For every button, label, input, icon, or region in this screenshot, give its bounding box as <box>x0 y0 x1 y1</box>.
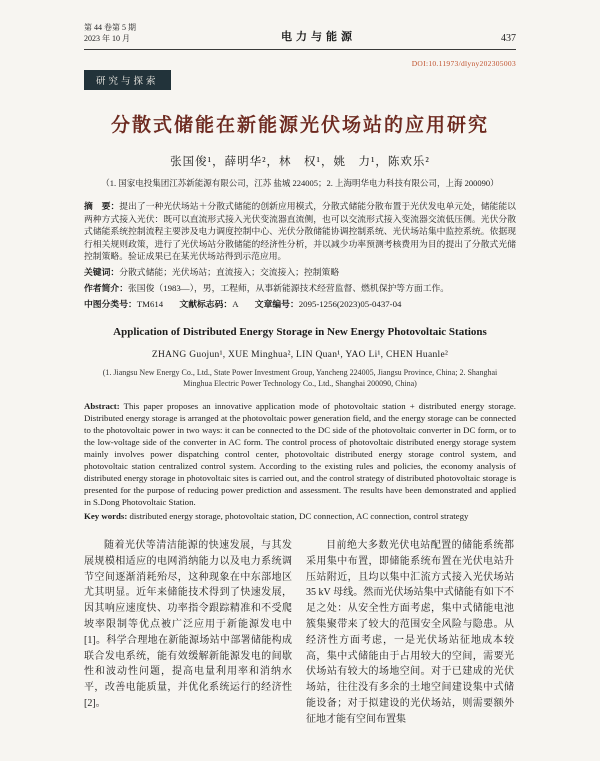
body-paragraph: 目前绝大多数光伏电站配置的储能系统都采用集中布置，即储能系统布置在光伏电站升压站附近，且均以集中汇流方式接入光伏场站 35 kV 母线。然而光伏场站集中式储能有如下不足之处：从安全性方面考虑，集中式储能电池簇集聚带来了较大的范围安全风险与隐患。从经济性方面考虑，一是光伏场站征地成本较高，集中式储能由于占用较大的空间，需要光伏场站有较大的场地空间。对于已建成的光伏场站，往往没有多余的土地空间建设集中式储能设备；对于拟建设的光伏场站，则需要额外征地才能有空间布置集 <box>306 540 514 725</box>
affiliation-en: (1. Jiangsu New Energy Co., Ltd., State Power Investment Group, Yancheng 224005, Jiangsu Province, China; 2. Shanghai Minghua Electric Power Technology Co., Ltd., Shanghai 200090, China) <box>102 368 498 388</box>
issue-date: 2023 年 10 月 <box>84 34 130 43</box>
keywords-cn-text: 分散式储能；光伏场站；直流接入；交流接入；控制策略 <box>119 266 340 277</box>
abstract-cn <box>84 200 516 263</box>
volume-issue: 第 44 卷第 5 期 <box>84 23 136 32</box>
clc-label: 中图分类号： <box>84 299 137 309</box>
body-columns <box>84 538 516 728</box>
article-id-pair <box>255 299 402 309</box>
article-id-label: 文章编号： <box>254 299 299 309</box>
body-column-right <box>306 538 514 728</box>
body-paragraph: 随着光伏等清洁能源的快速发展，与其发展规模相适应的电网消纳能力以及电力系统调节空间逐渐消耗殆尽，这种现象在中东部地区尤其明显。近年来储能技术得到了快速发展，因其响应速度快、功率指令跟踪精准和不受爬坡率限制等优点被广泛应用于新能源发电中[1]。科学合理地在新能源场站中部署储能构成联合发电系统，能有效缓解新能源发电的间歇性和波动性问题，提高电量利用率和消纳水平，改善电能质量，并优化系统运行的经济性[2]。 <box>84 540 292 709</box>
issue-info <box>84 22 136 44</box>
section-badge: 研究与探索 <box>84 70 171 90</box>
abstract-en-label: Abstract: <box>84 401 120 411</box>
doi: DOI:10.11973/dlyny202305003 <box>411 59 516 68</box>
keywords-cn-label: 关键词： <box>84 266 120 277</box>
header-rule <box>84 49 516 50</box>
abstract-cn-text: 提出了一种光伏场站＋分散式储能的创新应用模式，分散式储能分散布置于光伏发电单元处，储能能以两种方式接入光伏：既可以直流形式接入光伏变流器直流侧，也可以交流形式接入变流器交流低压侧。光伏分散式储能系统控制流程主要涉及电力调度控制中心、光伏分散储能协调控制系统、光伏场站集中监控系统。依据现行相关规则政策，进行了光伏场站分散储能的经济性分析，并以减少功率预测考核费用为目的提出了分散式光储控制策略。验证成果已在某光伏场站得到示范应用。 <box>84 201 516 261</box>
clc-value: TM614 <box>136 299 164 309</box>
keywords-en-text: distributed energy storage, photovoltaic station, DC connection, AC connection, control strategy <box>129 511 469 521</box>
doc-code-label: 文献标志码： <box>179 299 233 309</box>
title-cn: 分散式储能在新能源光伏场站的应用研究 <box>110 115 489 136</box>
article-id-value: 2095-1256(2023)05-0437-04 <box>298 299 402 309</box>
page-number: 437 <box>501 33 516 44</box>
affiliation-cn: （1. 国家电投集团江苏新能源有限公司，江苏 盐城 224005；2. 上海明华电力科技有限公司，上海 200090） <box>101 178 499 188</box>
authors-cn: 张国俊¹，薛明华²，林 权¹，姚 力¹，陈欢乐² <box>170 156 430 168</box>
page-header <box>84 22 516 44</box>
author-bio <box>84 281 516 294</box>
body-column-left <box>84 538 292 728</box>
author-bio-text: 张国俊（1983—），男，工程师，从事新能源技术经营监督、燃机保护等方面工作。 <box>128 283 450 293</box>
keywords-en-label: Key words: <box>84 511 128 521</box>
clc-pair <box>84 299 163 309</box>
doc-code-value: A <box>232 299 239 309</box>
doc-code-pair <box>179 299 238 309</box>
classification-line <box>84 297 516 310</box>
author-bio-label: 作者简介： <box>84 283 128 293</box>
keywords-cn <box>84 266 516 279</box>
title-en: Application of Distributed Energy Storage in New Energy Photovoltaic Stations <box>113 326 487 338</box>
abstract-en-text: This paper proposes an innovative application mode of photovoltaic station + distributed energy storage. Distributed energy storage is arranged at the photovoltaic power generation field, and the energy storage can be connected to the photovoltaic power in two ways: it can be connected to the DC side of the photovoltaic converter in DC form, or to the low-voltage side of the converter in AC form. The control process of photovoltaic distributed energy storage system mainly involves power dispatching control center, photovoltaic distributed energy storage control system, and photovoltaic station centralized control system. According to the existing rules and policies, the economy analysis of distributed energy storage in photovoltaic sites is carried out, and the control strategy of distributed photovoltaic storage is presented for the purpose of reducing power prediction and assessment. The results have been demonstrated and applied in S.Dong Photovoltaic Station. <box>84 401 516 507</box>
journal-name: 电力与能源 <box>281 31 356 43</box>
authors-en: ZHANG Guojun¹, XUE Minghua², LIN Quan¹, YAO Li¹, CHEN Huanle² <box>151 350 449 360</box>
abstract-en <box>84 400 516 508</box>
abstract-cn-label: 摘 要： <box>84 201 120 211</box>
keywords-en <box>84 510 516 522</box>
